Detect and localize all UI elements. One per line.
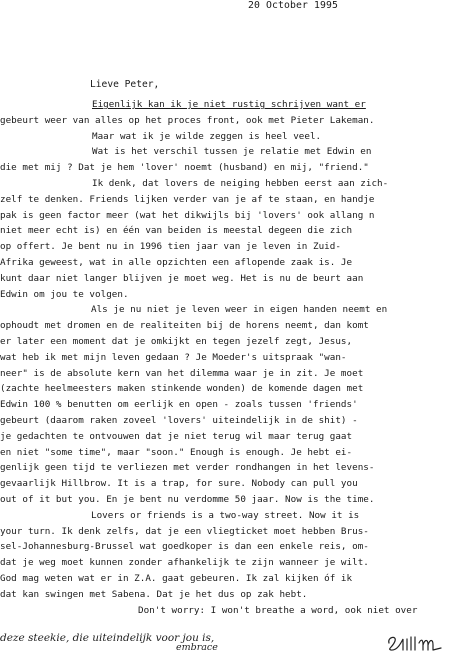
- letter-line: kunt daar niet langer blijven je moet weg. Het is nu de beurt aan: [0, 272, 364, 284]
- letter-date: 20 October 1995: [248, 0, 338, 11]
- letter-line: (zachte heelmeesters maken stinkende wonden) de komende dagen met: [0, 383, 364, 395]
- letter-body: [0, 97, 450, 618]
- letter-line: neer" is de absolute kern van het dilemma waar je in zit. Je moet: [0, 367, 364, 379]
- salutation: Lieve Peter,: [90, 79, 160, 90]
- letter-line: Don't worry: I won't breathe a word, ook niet over: [138, 604, 418, 616]
- signature: [385, 633, 445, 653]
- letter-line: er later een moment dat je omkijkt en tegen jezelf zegt, Jesus,: [0, 335, 353, 347]
- letter-line: Edwin om jou te volgen.: [0, 288, 129, 300]
- letter-line: Als je nu niet je leven weer in eigen handen neemt en: [91, 304, 388, 316]
- letter-line: Wat is het verschil tussen je relatie met Edwin en: [92, 146, 372, 158]
- handwritten-postscript: [0, 632, 450, 654]
- letter-line: wat heb ik met mijn leven gedaan ? Je Moeder's uitspraak "wan-: [0, 351, 347, 363]
- handwritten-line: embrace: [176, 642, 218, 653]
- letter-line: die met mij ? Dat je hem 'lover' noemt (husband) en mij, "friend.": [0, 162, 369, 174]
- letter-line: your turn. Ik denk zelfs, dat je een vliegticket moet hebben Brus-: [0, 525, 369, 537]
- letter-line: Eigenlijk kan ik je niet rustig schrijven want er: [92, 99, 366, 110]
- letter-line: genlijk geen tijd te verliezen met verder rondhangen in het levens-: [0, 462, 375, 474]
- letter-line: gebeurt weer van alles op het proces front, ook met Pieter Lakeman.: [0, 114, 375, 126]
- letter-line: ophoudt met dromen en de realiteiten bij de horens neemt, dan komt: [0, 320, 369, 332]
- letter-line: sel-Johannesburg-Brussel wat goedkoper is dan een enkele reis, om-: [0, 541, 369, 553]
- letter-line: Edwin 100 % benutten om eerlijk en open - zoals tussen 'friends': [0, 399, 358, 411]
- letter-line: zelf te denken. Friends lijken verder van je af te staan, en handje: [0, 193, 375, 205]
- letter-line: op offert. Je bent nu in 1996 tien jaar van je leven in Zuid-: [0, 241, 341, 253]
- letter-line: Afrika geweest, wat in alle opzichten een aflopende zaak is. Je: [0, 256, 353, 268]
- letter-line: gevaarlijk Hillbrow. It is a trap, for sure. Nobody can pull you: [0, 478, 358, 490]
- letter-line: dat je weg moet kunnen zonder afhankelijk te zijn wanneer je wilt.: [0, 557, 369, 569]
- letter-line: en niet "some time", maar "soon." Enough is enough. Je hebt ei-: [0, 446, 353, 458]
- letter-line: Maar wat ik je wilde zeggen is heel veel.: [92, 130, 322, 142]
- letter-line: gebeurt (daarom raken zoveel 'lovers' uiteindelijk in de shit) -: [0, 414, 358, 426]
- letter-line: Lovers or friends is a two-way street. Now it is: [91, 509, 360, 521]
- letter-line: dat kan swingen met Sabena. Dat je het dus op zak hebt.: [0, 588, 308, 600]
- letter-line: God mag weten wat er in Z.A. gaat gebeuren. Ik zal kijken óf ik: [0, 572, 353, 584]
- letter-line: pak is geen factor meer (wat het dikwijls bij 'lovers' ook allang n: [0, 209, 375, 221]
- letter-line: Ik denk, dat lovers de neiging hebben eerst aan zich-: [92, 177, 389, 189]
- letter-line: out of it but you. En je bent nu verdomme 50 jaar. Now is the time.: [0, 493, 375, 505]
- letter-line: je gedachten te ontvouwen dat je niet terug wil maar terug gaat: [0, 430, 353, 442]
- letter-line: niet meer echt is) en één van beiden is meestal degeen die zich: [0, 225, 353, 237]
- handwritten-line: deze steekie, die uiteindelijk voor jou is,: [0, 632, 215, 644]
